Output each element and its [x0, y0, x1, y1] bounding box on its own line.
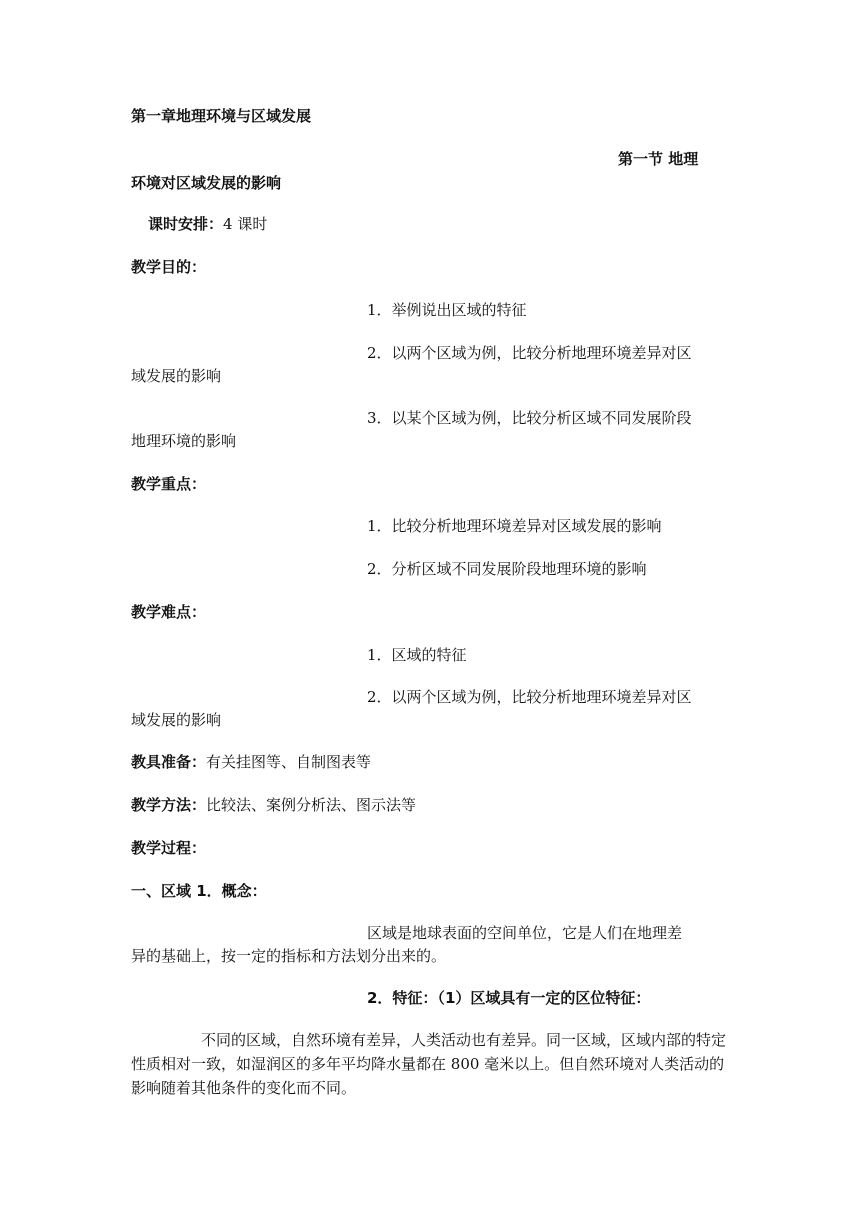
aids-label: 教具准备： [131, 753, 207, 771]
feature-paragraph: 不同的区域，自然环境有差异，人类活动也有差异。同一区域，区域内部的特定性质相对一致，如湿润区的多年平均降水量都在 800 毫米以上。但自然环境对人类活动的影响随着其他条件的变化而不同。 [131, 1031, 727, 1097]
difficulty-item-2-line2: 域发展的影响 [131, 711, 222, 729]
objective-item-1: 1．举例说出区域的特征 [367, 301, 527, 319]
feature-heading: 2．特征：（1）区域具有一定的区位特征： [367, 989, 651, 1007]
objectives-label: 教学目的： [131, 258, 207, 276]
concept-line2: 异的基础上，按一定的指标和方法划分出来的。 [131, 947, 447, 965]
aids-value: 有关挂图等、自制图表等 [206, 753, 372, 771]
section-title-part2: 环境对区域发展的影响 [131, 174, 282, 192]
key-point-item-1: 1．比较分析地理环境差异对区域发展的影响 [367, 517, 662, 535]
section-title-part1: 第一节 地理 [618, 150, 699, 168]
objective-item-2-line2: 域发展的影响 [131, 367, 222, 385]
key-point-item-2: 2．分析区域不同发展阶段地理环境的影响 [367, 560, 647, 578]
aids-line [131, 750, 730, 774]
difficulty-item-1: 1．区域的特征 [367, 646, 467, 664]
chapter-title: 第一章地理环境与区域发展 [131, 107, 312, 125]
objective-item-3-line2: 地理环境的影响 [131, 432, 237, 450]
region-heading: 一、区域 1．概念： [131, 882, 267, 900]
schedule-line [148, 212, 730, 236]
difficulties-label: 教学难点： [131, 603, 207, 621]
methods-label: 教学方法： [131, 796, 207, 814]
key-points-label: 教学重点： [131, 475, 207, 493]
concept-line1: 区域是地球表面的空间单位，它是人们在地理差 [367, 924, 683, 942]
schedule-value: 4 课时 [223, 215, 268, 233]
objective-item-3-line1: 3．以某个区域为例，比较分析区域不同发展阶段 [367, 409, 692, 427]
schedule-label: 课时安排： [148, 215, 224, 233]
methods-value: 比较法、案例分析法、图示法等 [206, 796, 417, 814]
difficulty-item-2-line1: 2．以两个区域为例，比较分析地理环境差异对区 [367, 688, 692, 706]
objective-item-2-line1: 2．以两个区域为例，比较分析地理环境差异对区 [367, 344, 692, 362]
process-label: 教学过程： [131, 839, 207, 857]
methods-line [131, 793, 730, 817]
